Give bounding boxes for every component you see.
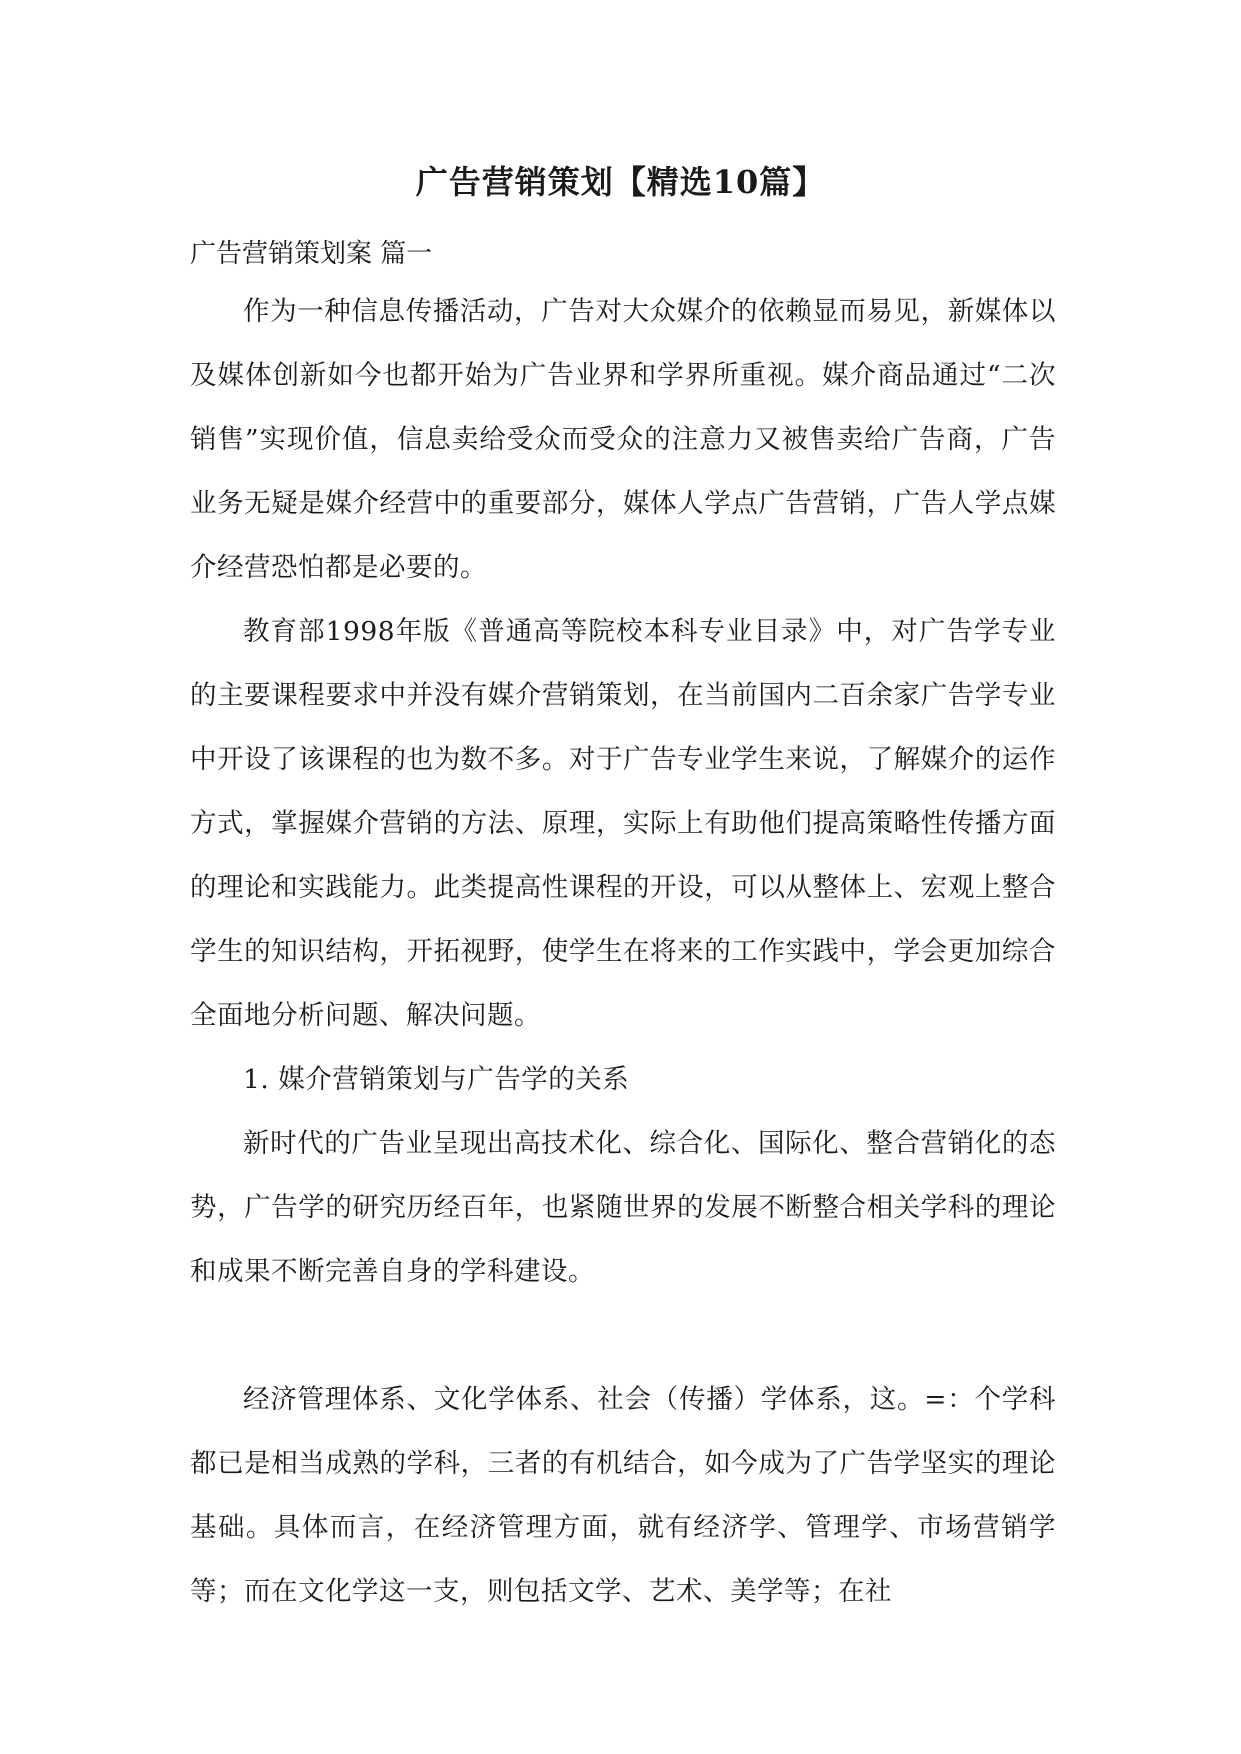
section-heading: 广告营销策划案 篇一 [190, 239, 433, 269]
document-title: 广告营销策划【精选10篇】 [415, 163, 826, 201]
paragraph: 教育部1998年版《普通高等院校本科专业目录》中，对广告学专业的主要课程要求中并没有媒介营销策划，在当前国内二百余家广告学专业中开设了该课程的也为数不多。对于广告专业学生来说，了解媒介的运作方式，掌握媒介营销的方法、原理，实际上有助他们提高策略性传播方面的理论和实践能力。此类提高性课程的开设，可以从整体上、宏观上整合学生的知识结构，开拓视野，使学生在将来的工作实践中，学会更加综合全面地分析问题、解决问题。 [190, 616, 1056, 1031]
paragraph: 作为一种信息传播活动，广告对大众媒介的依赖显而易见，新媒体以及媒体创新如今也都开始为广告业界和学界所重视。媒介商品通过“二次销售”实现价值，信息卖给受众而受众的注意力又被售卖给广告商，广告业务无疑是媒介经营中的重要部分，媒体人学点广告营销，广告人学点媒介经营恐怕都是必要的。 [190, 296, 1056, 583]
paragraph: 经济管理体系、文化学体系、社会（传播）学体系，这。=：个学科都已是相当成熟的学科，三者的有机结合，如今成为了广告学坚实的理论基础。具体而言，在经济管理方面，就有经济学、管理学、市场营销学等；而在文化学这一支，则包括文学、艺术、美学等；在社 [190, 1384, 1056, 1607]
paragraph: 新时代的广告业呈现出高技术化、综合化、国际化、整合营销化的态势，广告学的研究历经百年，也紧随世界的发展不断整合相关学科的理论和成果不断完善自身的学科建设。 [190, 1128, 1056, 1287]
list-heading: 1. 媒介营销策划与广告学的关系 [243, 1064, 630, 1095]
